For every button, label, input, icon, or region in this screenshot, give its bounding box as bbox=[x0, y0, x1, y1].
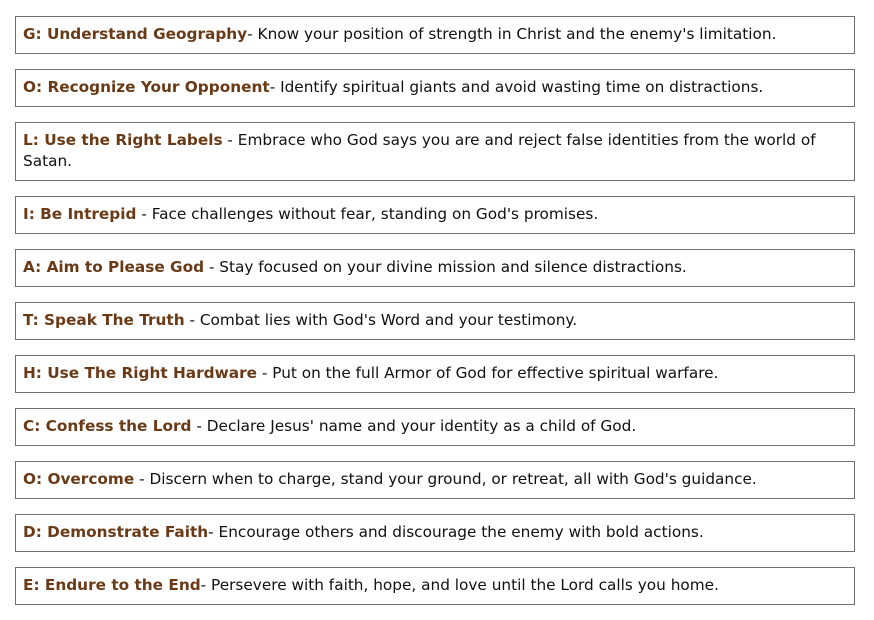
item-description: - Declare Jesus' name and your identity as a child of God. bbox=[191, 417, 637, 435]
list-item bbox=[15, 514, 855, 552]
list-item bbox=[15, 302, 855, 340]
item-term: T: Speak The Truth bbox=[23, 311, 185, 329]
item-term: H: Use The Right Hardware bbox=[23, 364, 257, 382]
list-item bbox=[15, 355, 855, 393]
acronym-list bbox=[15, 16, 855, 620]
item-description: - Discern when to charge, stand your ground, or retreat, all with God's guidance. bbox=[134, 470, 757, 488]
item-term: I: Be Intrepid bbox=[23, 205, 137, 223]
item-description: - Know your position of strength in Christ and the enemy's limitation. bbox=[247, 25, 777, 43]
item-description: - Encourage others and discourage the enemy with bold actions. bbox=[208, 523, 704, 541]
item-term: A: Aim to Please God bbox=[23, 258, 205, 276]
item-description: - Put on the full Armor of God for effective spiritual warfare. bbox=[257, 364, 719, 382]
list-item bbox=[15, 249, 855, 287]
item-term: C: Confess the Lord bbox=[23, 417, 192, 435]
item-term: D: Demonstrate Faith bbox=[23, 523, 209, 541]
item-description: - Identify spiritual giants and avoid wasting time on distractions. bbox=[269, 78, 764, 96]
list-item bbox=[15, 122, 855, 181]
list-item bbox=[15, 408, 855, 446]
list-item bbox=[15, 16, 855, 54]
list-item bbox=[15, 69, 855, 107]
item-term: O: Overcome bbox=[23, 470, 135, 488]
item-term: O: Recognize Your Opponent bbox=[23, 78, 270, 96]
item-term: L: Use the Right Labels bbox=[23, 131, 223, 149]
item-description: - Embrace who God says you are and reject false identities from the world of Satan. bbox=[23, 131, 816, 170]
item-description: - Combat lies with God's Word and your testimony. bbox=[184, 311, 578, 329]
item-term: G: Understand Geography bbox=[23, 25, 248, 43]
list-item bbox=[15, 461, 855, 499]
list-item bbox=[15, 567, 855, 605]
item-description: - Face challenges without fear, standing on God's promises. bbox=[136, 205, 599, 223]
item-term: E: Endure to the End bbox=[23, 576, 201, 594]
list-item bbox=[15, 196, 855, 234]
item-description: - Stay focused on your divine mission and silence distractions. bbox=[204, 258, 687, 276]
item-description: - Persevere with faith, hope, and love until the Lord calls you home. bbox=[200, 576, 719, 594]
